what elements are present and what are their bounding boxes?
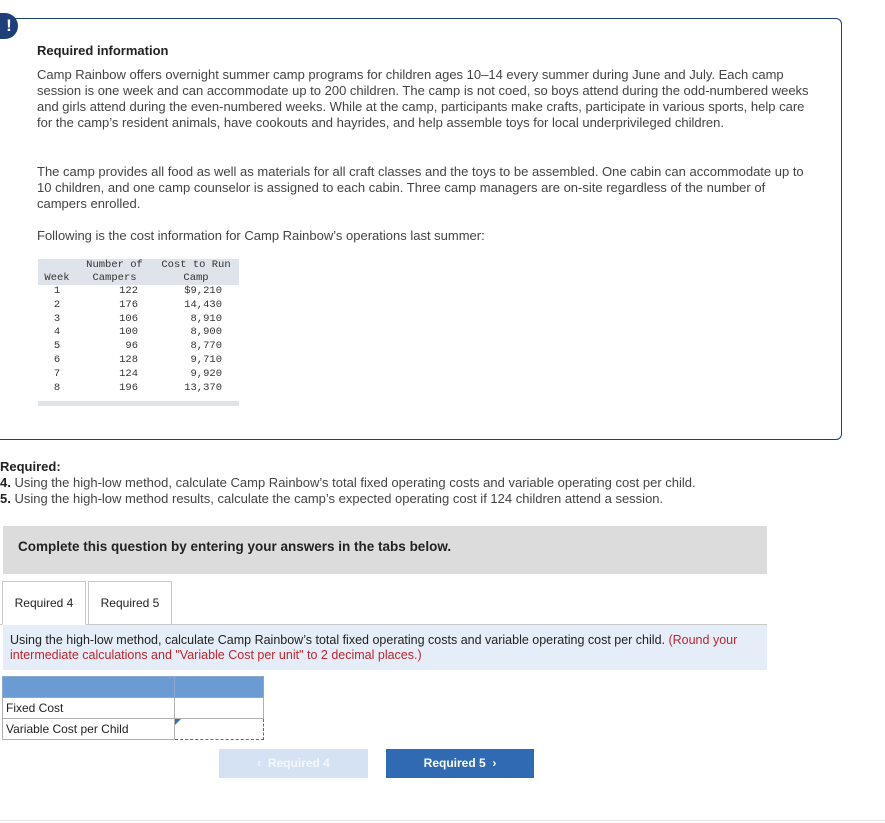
page-bottom-divider bbox=[0, 820, 885, 821]
header-cost bbox=[153, 259, 239, 285]
answer-row-fixed-cost bbox=[3, 698, 264, 719]
required-item-5-number: 5. bbox=[0, 491, 11, 506]
previous-button-label: Required 4 bbox=[267, 756, 330, 770]
previous-required-button[interactable] bbox=[219, 749, 368, 778]
table-row bbox=[38, 326, 239, 340]
variable-cost-input[interactable] bbox=[175, 719, 263, 739]
variable-cost-cell bbox=[175, 719, 264, 740]
week-cell: 7 bbox=[53, 367, 61, 380]
header-campers bbox=[76, 259, 153, 285]
instruction-main: Using the high-low method, calculate Camp Rainbow’s total fixed operating costs and variable operating cost per child. bbox=[10, 633, 669, 647]
fixed-cost-cell bbox=[175, 698, 264, 719]
answer-header-value bbox=[175, 677, 264, 698]
required-item-4-text: Using the high-low method, calculate Camp Rainbow’s total fixed operating costs and variable operating cost per child. bbox=[10, 475, 696, 490]
cost-cell: 9,710 bbox=[190, 353, 222, 366]
chevron-left-icon: ‹ bbox=[257, 756, 262, 770]
cost-cell: 14,430 bbox=[184, 298, 222, 311]
week-cell: 6 bbox=[53, 353, 61, 366]
tab-required-5[interactable]: Required 5 bbox=[88, 581, 172, 625]
cost-cell: 9,920 bbox=[190, 367, 222, 380]
table-row bbox=[38, 382, 239, 396]
tab-required-4[interactable]: Required 4 bbox=[2, 581, 86, 625]
campers-cell: 196 bbox=[119, 381, 138, 394]
table-row bbox=[38, 285, 239, 299]
week-cell: 1 bbox=[53, 285, 61, 297]
cost-cell: 8,900 bbox=[190, 326, 222, 339]
cost-information-table bbox=[38, 259, 239, 406]
week-cell: 4 bbox=[53, 326, 61, 339]
info-paragraph-1: Camp Rainbow offers overnight summer camp programs for children ages 10–14 every summer during June and July. Each camp session is one week and can accommodate up to 200 children. The camp is not coed, so boys attend during the odd-numbered weeks and girls attend during the even-numbered weeks. While at the camp, participants make crafts, participate in various sports, help care for the camp’s resident animals, have cookouts and hayrides, and help assemble toys for local underprivileged children. bbox=[37, 67, 809, 130]
campers-cell: 122 bbox=[119, 285, 138, 297]
header-cost-line2: Camp bbox=[183, 272, 209, 284]
cost-cell: $9,210 bbox=[184, 285, 222, 297]
fixed-cost-label: Fixed Cost bbox=[3, 698, 175, 719]
cost-cell: 13,370 bbox=[184, 381, 222, 394]
cell-marker-icon bbox=[175, 719, 181, 725]
answer-table-header bbox=[3, 677, 264, 698]
campers-cell: 128 bbox=[119, 353, 138, 366]
header-campers-line2: Campers bbox=[92, 272, 137, 284]
variable-cost-label: Variable Cost per Child bbox=[3, 719, 175, 740]
next-button-label: Required 5 bbox=[423, 756, 486, 770]
campers-cell: 124 bbox=[119, 367, 138, 380]
table-row bbox=[38, 368, 239, 382]
instruction-panel bbox=[3, 625, 767, 670]
table-bottom-rule bbox=[38, 395, 239, 404]
cost-cell: 8,910 bbox=[190, 312, 222, 325]
required-item-4 bbox=[0, 475, 696, 490]
answer-header-label bbox=[3, 677, 175, 698]
table-row bbox=[38, 313, 239, 327]
info-paragraph-3: Following is the cost information for Camp Rainbow’s operations last summer: bbox=[37, 228, 485, 243]
alert-icon: ! bbox=[0, 13, 18, 39]
chevron-right-icon: › bbox=[492, 756, 497, 770]
header-campers-line1: Number of bbox=[86, 259, 143, 271]
table-row bbox=[38, 340, 239, 354]
week-cell: 8 bbox=[53, 381, 61, 394]
campers-cell: 100 bbox=[119, 326, 138, 339]
instruction-text bbox=[10, 633, 762, 663]
campers-cell: 106 bbox=[119, 312, 138, 325]
next-required-button[interactable] bbox=[386, 749, 534, 778]
campers-cell: 96 bbox=[125, 340, 138, 353]
table-row bbox=[38, 299, 239, 313]
week-cell: 3 bbox=[53, 312, 61, 325]
table-row bbox=[38, 354, 239, 368]
campers-cell: 176 bbox=[119, 298, 138, 311]
instruction-rounding-note: (Round your intermediate calculations and "Variable Cost per unit" to 2 decimal places.) bbox=[10, 633, 738, 662]
cost-cell: 8,770 bbox=[190, 340, 222, 353]
info-paragraph-2: The camp provides all food as well as materials for all craft classes and the toys to be assembled. One cabin can accommodate up to 10 children, and one camp counselor is assigned to each cabin. Three camp managers are on-site regardless of the number of campers enrolled. bbox=[37, 164, 804, 211]
tab-divider bbox=[0, 624, 2, 625]
fixed-cost-input[interactable] bbox=[175, 698, 263, 718]
info-title: Required information bbox=[37, 43, 169, 58]
week-cell: 2 bbox=[53, 298, 61, 311]
required-item-5-text: Using the high-low method results, calculate the camp’s expected operating cost if 124 children attend a session. bbox=[10, 491, 664, 506]
complete-question-bar bbox=[3, 526, 767, 574]
required-heading: Required: bbox=[0, 459, 61, 474]
header-cost-line1: Cost to Run bbox=[161, 259, 231, 271]
week-cell: 5 bbox=[53, 340, 61, 353]
complete-question-text: Complete this question by entering your answers in the tabs below. bbox=[18, 539, 452, 554]
required-item-4-number: 4. bbox=[0, 475, 11, 490]
required-item-5 bbox=[0, 491, 663, 506]
header-week: Week bbox=[38, 259, 76, 285]
answer-row-variable-cost bbox=[3, 719, 264, 740]
answer-table bbox=[2, 676, 264, 740]
